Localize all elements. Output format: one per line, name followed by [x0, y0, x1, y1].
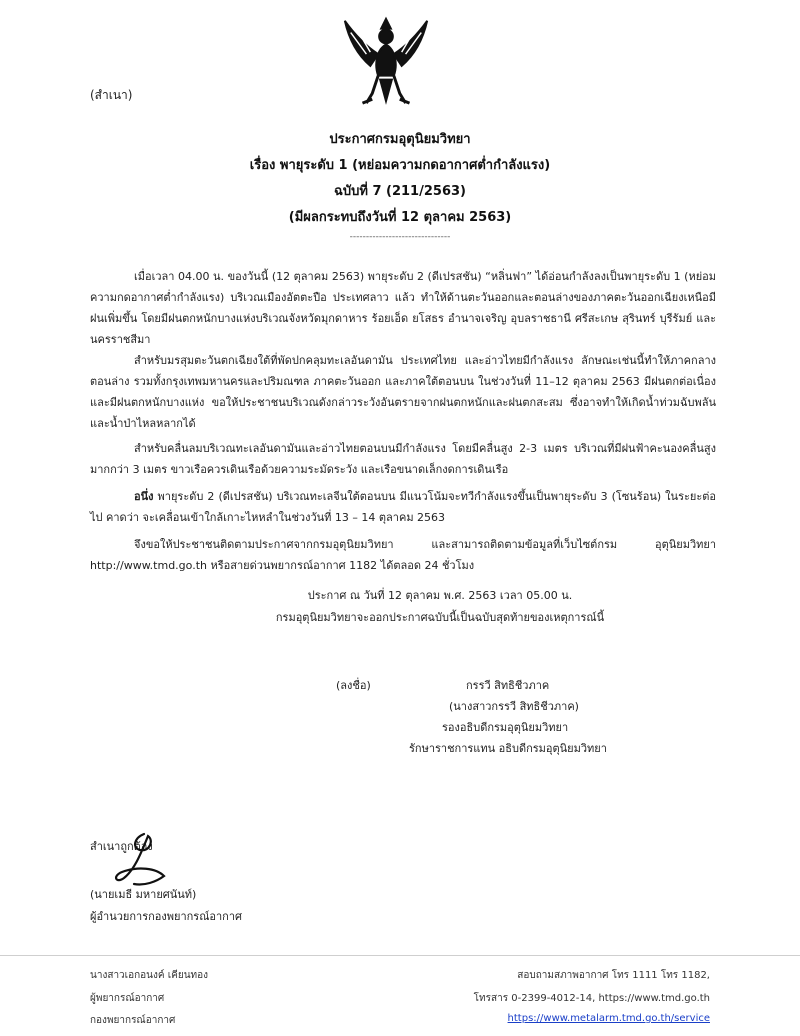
footer-divider: [0, 955, 800, 956]
announcement-number: ฉบับที่ 7 (211/2563): [334, 184, 466, 199]
garuda-emblem-icon: [337, 10, 435, 110]
signed-label: (ลงชื่อ): [336, 679, 371, 692]
paragraph-text: เมื่อเวลา 04.00 น. ของวันนี้ (12 ตุลาคม 2563) พายุระดับ 2 (ดีเปรสชัน) “หลิ่นฟา” ได้อ่อนกำลังลงเป็นพายุระดับ 1 (หย่อมความกดอากาศต่ำกำลังแรง) บริเวณเมืองอัตตะปือ ประเทศลาว แล้ว ทำให้ด้านตะวันออกและตอนล่างของภาคตะวันออกเฉียงเหนือมีฝนเพิ่มขึ้น โดยมีฝนตกหนักบางแห่งบริเวณจังหวัดมุกดาหาร ร้อยเอ็ด ยโสธร อำนาจเจริญ อุบลราชธานี ศรีสะเกษ สุรินทร์ บุรีรัมย์ และนครราชสีมา: [90, 270, 716, 346]
announcement-title: ประกาศกรมอุตุนิยมวิทยา: [329, 132, 471, 147]
paragraph-additional: [90, 486, 716, 528]
paragraph-text: สำหรับคลื่นลมบริเวณทะเลอันดามันและอ่าวไทยตอนบนมีกำลังแรง โดยมีคลื่นสูง 2-3 เมตร บริเวณที่มีฝนฟ้าคะนองคลื่นสูงมากกว่า 3 เมตร ขาวเรือควรเดินเรือด้วยความระมัดระวัง และเรือขนาดเล็กงดการเดินเรือ: [90, 442, 716, 476]
paragraph-text: จึงขอให้ประชาชนติดตามประกาศจากกรมอุตุนิยมวิทยา และสามารถติดตามข้อมูลที่เว็บไซต์กรม อุตุนิยมวิทยา http://www.tmd.go.th หรือสายด่วนพยากรณ์อากาศ 1182 ได้ตลอด 24 ชั่วโมง: [90, 538, 716, 572]
footer-forecaster-role: ผู้พยากรณ์อากาศ: [90, 993, 165, 1004]
footer-service-link[interactable]: https://www.metalarm.tmd.go.th/service: [507, 1013, 710, 1024]
paragraph-text: พายุระดับ 2 (ดีเปรสชัน) บริเวณทะเลจีนใต้ตอนบน มีแนวโน้มจะทวีกำลังแรงขึ้นเป็นพายุระดับ 3 (โซนร้อน) ในระยะต่อไป คาดว่า จะเคลื่อนเข้าใกล้เกาะไหหลำในช่วงวันที่ 13 – 14 ตุลาคม 2563: [90, 490, 716, 524]
paragraph-storm-status: [90, 266, 716, 350]
footer-forecaster-name: นางสาวเอกอนงค์ เคียนทอง: [90, 970, 209, 981]
footer-contact-phone: สอบถามสภาพอากาศ โทร 1111 โทร 1182,: [517, 970, 710, 981]
announcement-subject: เรื่อง พายุระดับ 1 (หย่อมความกดอากาศต่ำกำลังแรง): [249, 158, 551, 173]
signer-name: กรรวี สิทธิชีวภาค: [466, 679, 550, 692]
paragraph-waves: [90, 438, 716, 480]
paragraph-text: สำหรับมรสุมตะวันตกเฉียงใต้ที่พัดปกคลุมทะเลอันดามัน ประเทศไทย และอ่าวไทยมีกำลังแรง ลักษณะเช่นนี้ทำให้ภาคกลางตอนล่าง รวมทั้งกรุงเทพมหานครและปริมณฑล ภาคตะวันออก และภาคใต้ตอนบน ในช่วงวันที่ 11–12 ตุลาคม 2563 มีฝนตกต่อเนื่องและมีฝนตกหนักบางแห่ง ขอให้ประชาชนบริเวณดังกล่าวระวังอันตรายจากฝนตกหนักและฝนตกสะสม ซึ่งอาจทำให้เกิดน้ำท่วมฉับพลันและน้ำป่าไหลหลากได้: [90, 354, 716, 430]
title-separator: -------------------------------: [349, 232, 451, 242]
paragraph-follow-updates: [90, 534, 716, 576]
announced-date: ประกาศ ณ วันที่ 12 ตุลาคม พ.ศ. 2563 เวลา 05.00 น.: [307, 589, 573, 602]
paragraph-lead: อนึ่ง: [134, 490, 154, 503]
signer-full-name: (นางสาวกรรวี สิทธิชีวภาค): [449, 700, 579, 713]
signer-acting-position: รักษาราชการแทน อธิบดีกรมอุตุนิยมวิทยา: [409, 742, 607, 755]
certifier-name: (นายเมธี มหายศนันท์): [90, 888, 197, 901]
copy-label: (สำเนา): [90, 88, 133, 102]
certifier-position: ผู้อำนวยการกองพยากรณ์อากาศ: [90, 910, 243, 923]
certified-copy-label: สำเนาถูกต้อง: [90, 840, 153, 853]
paragraph-monsoon: [90, 350, 716, 434]
signer-position: รองอธิบดีกรมอุตุนิยมวิทยา: [442, 721, 569, 734]
footer-contact-fax: โทรสาร 0-2399-4012-14, https://www.tmd.go.th: [473, 993, 710, 1004]
announcement-effective-date: (มีผลกระทบถึงวันที่ 12 ตุลาคม 2563): [288, 210, 512, 225]
final-note: กรมอุตุนิยมวิทยาจะออกประกาศฉบับนี้เป็นฉบับสุดท้ายของเหตุการณ์นี้: [275, 611, 605, 624]
footer-division: กองพยากรณ์อากาศ: [90, 1015, 176, 1026]
